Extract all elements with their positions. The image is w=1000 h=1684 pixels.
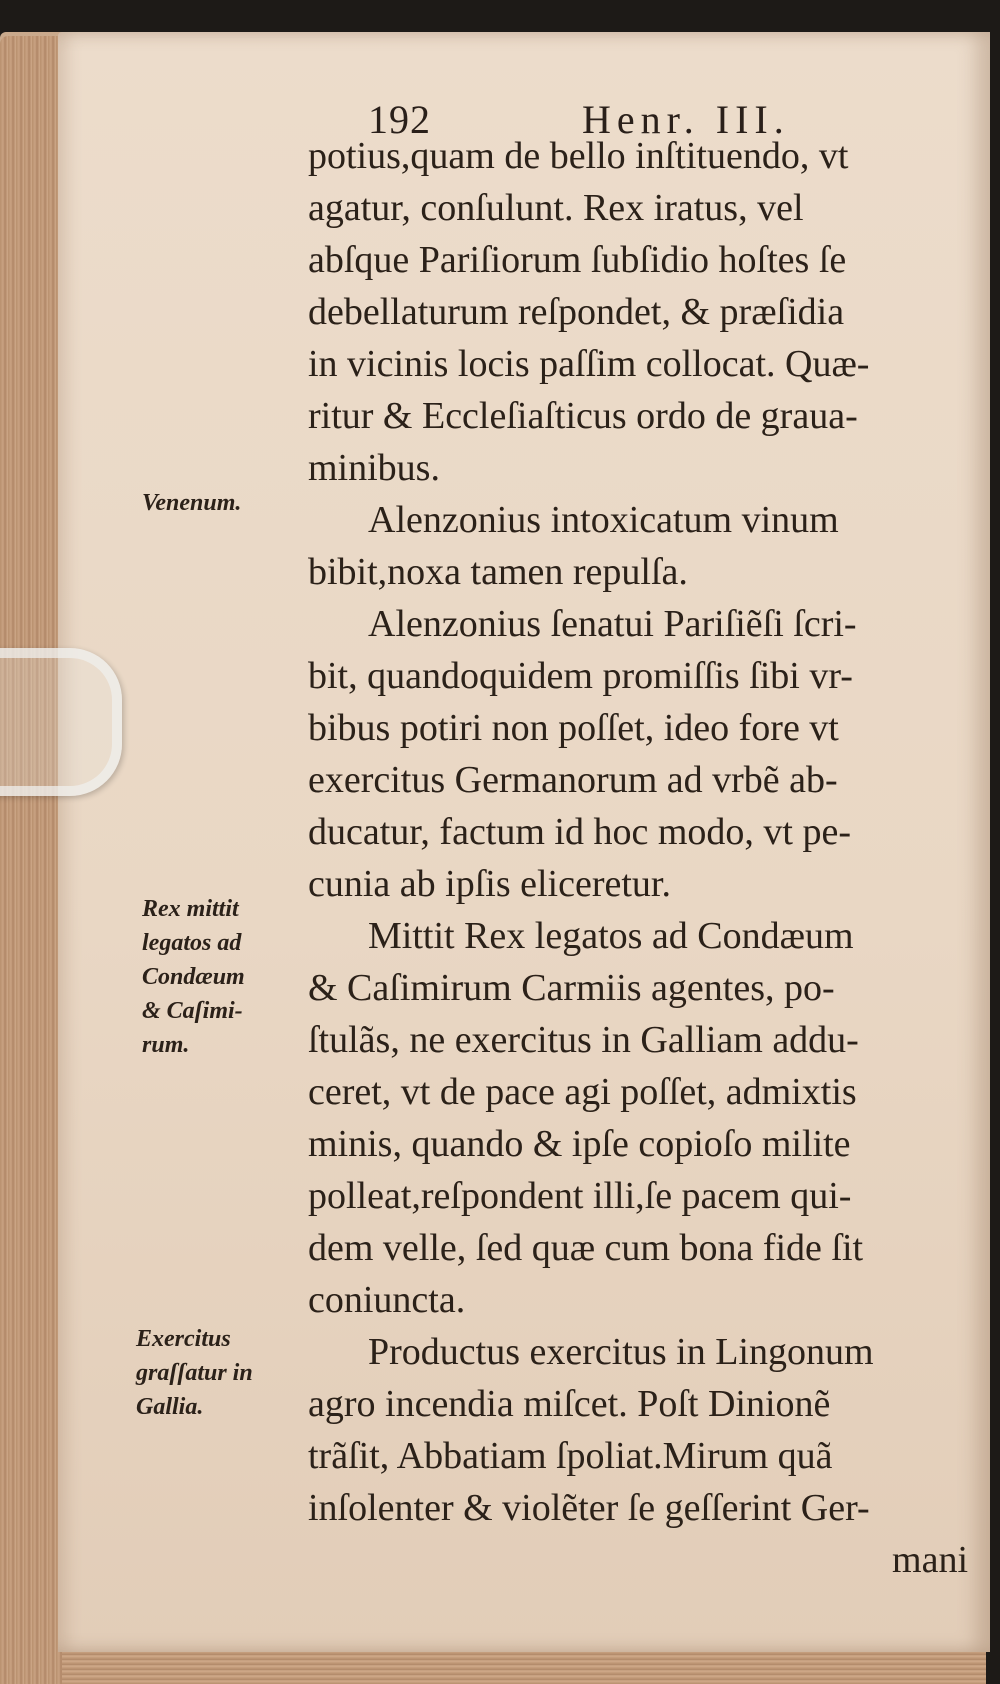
bottom-page-edges bbox=[62, 1652, 986, 1684]
text-line: trãſit, Abbatiam ſpoliat.Mirum quã bbox=[308, 1435, 833, 1477]
text-line: exercitus Germanorum ad vrbẽ ab- bbox=[308, 759, 838, 801]
text-line: minis, quando & ipſe copioſo milite bbox=[308, 1123, 851, 1165]
text-line: in vicinis locis paſſim collocat. Quæ- bbox=[308, 343, 870, 385]
text-line: dem velle, ſed quæ cum bona fide ſit bbox=[308, 1227, 864, 1269]
page-clip bbox=[0, 648, 122, 796]
page-edges bbox=[0, 36, 62, 1684]
text-line: bit, quandoquidem promiſſis ſibi vr- bbox=[308, 655, 853, 697]
text-line: coniuncta. bbox=[308, 1279, 466, 1321]
main-text bbox=[308, 130, 968, 1586]
text-line: minibus. bbox=[308, 447, 440, 489]
margin-note: Exercitus graſſatur in Gallia. bbox=[136, 1326, 253, 1420]
margin-note: Rex mittit legatos ad Condæum & Caſimi- rum. bbox=[142, 896, 245, 1058]
catchword: mani bbox=[892, 1539, 968, 1581]
margin-note: Venenum. bbox=[142, 490, 242, 516]
text-line: agatur, conſulunt. Rex iratus, vel bbox=[308, 187, 804, 229]
text-line: ducatur, factum id hoc modo, vt pe- bbox=[308, 811, 851, 853]
text-line: & Caſimirum Carmiis agentes, po- bbox=[308, 967, 835, 1009]
text-line: polleat,reſpondent illi,ſe pacem qui- bbox=[308, 1175, 852, 1217]
text-line: ſtulãs, ne exercitus in Galliam addu- bbox=[308, 1019, 859, 1061]
text-line: Alenzonius intoxicatum vinum bbox=[368, 499, 839, 541]
running-head: Henr. III. bbox=[582, 97, 790, 142]
text-line: ritur & Eccleſiaſticus ordo de graua- bbox=[308, 395, 858, 437]
text-line: cunia ab ipſis eliceretur. bbox=[308, 863, 671, 905]
text-line: inſolenter & violẽter ſe geſſerint Ger- bbox=[308, 1487, 870, 1529]
text-line: Productus exercitus in Lingonum bbox=[368, 1331, 874, 1373]
text-line: bibit,noxa tamen repulſa. bbox=[308, 551, 688, 593]
text-line: ceret, vt de pace agi poſſet, admixtis bbox=[308, 1071, 857, 1113]
text-line: agro incendia miſcet. Poſt Dinionẽ bbox=[308, 1383, 831, 1425]
text-line: abſque Pariſiorum ſubſidio hoſtes ſe bbox=[308, 239, 847, 281]
text-line: Alenzonius ſenatui Pariſiẽſi ſcri- bbox=[368, 603, 857, 645]
text-line: bibus potiri non poſſet, ideo fore vt bbox=[308, 707, 839, 749]
page-number: 192 bbox=[368, 97, 431, 142]
text-line: potius,quam de bello inſtituendo, vt bbox=[308, 135, 849, 177]
text-line: debellaturum reſpondet, & præſidia bbox=[308, 291, 845, 333]
text-line: Mittit Rex legatos ad Condæum bbox=[368, 915, 854, 957]
